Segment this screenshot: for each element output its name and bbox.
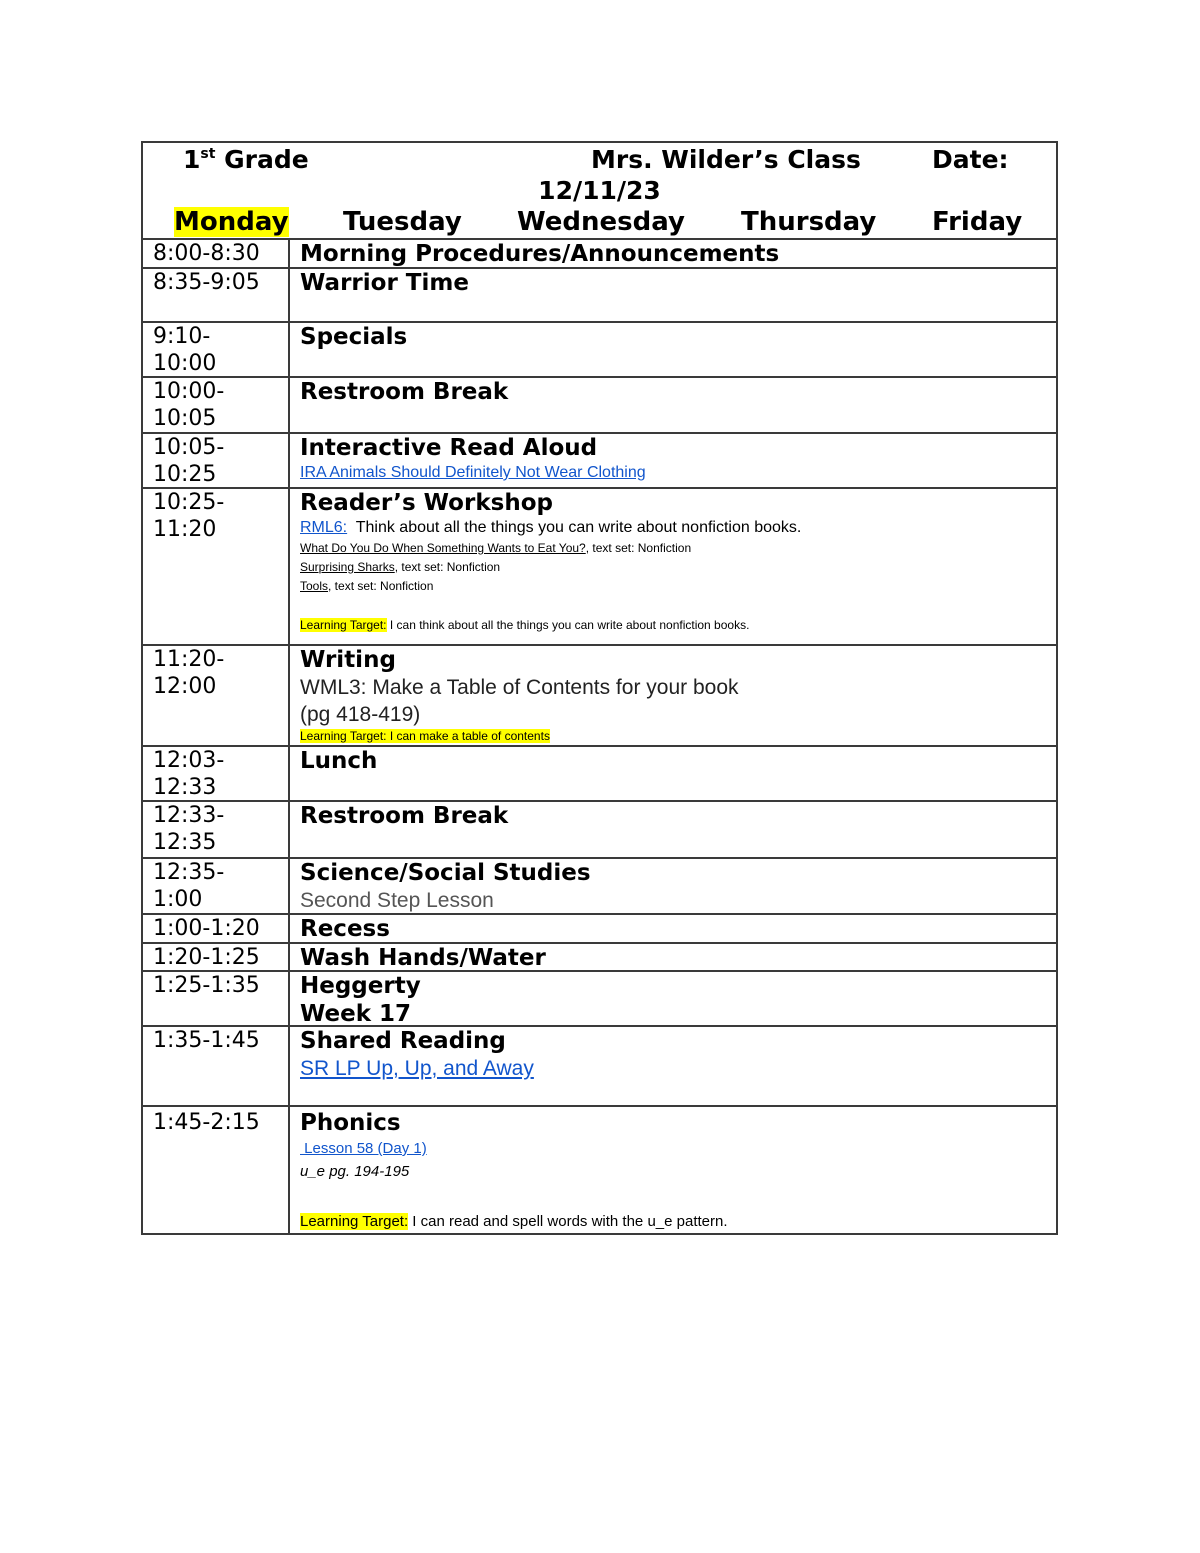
- ira-book-link[interactable]: IRA Animals Should Definitely Not Wear Clothing: [300, 464, 646, 481]
- day-monday: Monday: [174, 207, 289, 237]
- book-title[interactable]: What Do You Do When Something Wants to Eat You?: [300, 541, 586, 555]
- book-entry: What Do You Do When Something Wants to Eat You?, text set: Nonfiction: [300, 541, 692, 555]
- rml6-link[interactable]: RML6:: [300, 519, 348, 536]
- time-slot: 10:25- 11:20: [143, 489, 290, 644]
- schedule-row: [143, 1107, 1056, 1235]
- schedule-row: [143, 269, 1056, 323]
- lesson-plan-document: [141, 141, 1058, 1235]
- activity-title: Recess: [300, 916, 390, 942]
- activity-title: Morning Procedures/Announcements: [300, 241, 780, 267]
- schedule-row: [143, 323, 1056, 378]
- activity-title: Shared Reading: [300, 1028, 506, 1054]
- schedule-row: [143, 859, 1056, 915]
- activity-title: Restroom Break: [300, 379, 509, 405]
- activity-title: Phonics: [300, 1110, 401, 1136]
- activity-title: Lunch: [300, 748, 378, 774]
- time-slot: 10:05- 10:25: [143, 434, 290, 487]
- schedule-row: [143, 434, 1056, 489]
- learning-target: Learning Target: I can think about all the things you can write about nonfiction books.: [300, 618, 750, 632]
- schedule-row: [143, 378, 1056, 434]
- class-name: Mrs. Wilder’s Class: [591, 145, 861, 174]
- schedule-row: [143, 915, 1056, 944]
- phonics-detail: u_e pg. 194-195: [300, 1163, 410, 1180]
- time-slot: 1:25-1:35: [143, 972, 290, 1025]
- plan-header: [143, 143, 1056, 240]
- activity-subtitle: Second Step Lesson: [300, 889, 494, 912]
- activity-title: Restroom Break: [300, 803, 509, 829]
- activity-title: Heggerty: [300, 973, 421, 999]
- schedule-table: [141, 141, 1058, 1235]
- book-entry: Tools, text set: Nonfiction: [300, 579, 434, 593]
- learning-target: Learning Target: I can read and spell words with the u_e pattern.: [300, 1213, 728, 1230]
- activity-title: Wash Hands/Water: [300, 945, 546, 971]
- day-tuesday: Tuesday: [343, 207, 462, 237]
- time-slot: 1:45-2:15: [143, 1107, 290, 1233]
- time-slot: 1:20-1:25: [143, 944, 290, 970]
- shared-reading-link[interactable]: SR LP Up, Up, and Away: [300, 1057, 534, 1080]
- writing-lesson: WML3: Make a Table of Contents for your book: [300, 676, 739, 699]
- time-slot: 12:03- 12:33: [143, 747, 290, 800]
- day-wednesday: Wednesday: [517, 207, 685, 237]
- activity-week: Week 17: [300, 1001, 412, 1027]
- schedule-row: [143, 747, 1056, 802]
- time-slot: 12:33- 12:35: [143, 802, 290, 857]
- time-slot: 1:35-1:45: [143, 1027, 290, 1105]
- activity-title: Reader’s Workshop: [300, 490, 553, 516]
- book-title[interactable]: Tools: [300, 579, 329, 593]
- book-entry: Surprising Sharks, text set: Nonfiction: [300, 560, 501, 574]
- date-label: Date:: [932, 145, 1009, 174]
- time-slot: 8:00-8:30: [143, 240, 290, 267]
- rml6-description: Think about all the things you can write about nonfiction books.: [355, 519, 802, 536]
- schedule-row: [143, 1027, 1056, 1107]
- time-slot: 11:20- 12:00: [143, 646, 290, 745]
- activity-title: Writing: [300, 647, 396, 673]
- schedule-row: [143, 972, 1056, 1027]
- time-slot: 12:35- 1:00: [143, 859, 290, 913]
- schedule-row: [143, 489, 1056, 646]
- grade-label: 1st Grade: [183, 145, 309, 174]
- time-slot: 10:00- 10:05: [143, 378, 290, 432]
- learning-target-label: Learning Target:: [300, 618, 387, 632]
- schedule-row: [143, 240, 1056, 269]
- schedule-row: [143, 646, 1056, 747]
- schedule-row: [143, 944, 1056, 972]
- book-title[interactable]: Surprising Sharks: [300, 560, 395, 574]
- time-slot: 9:10- 10:00: [143, 323, 290, 376]
- schedule-row: [143, 802, 1056, 859]
- day-friday: Friday: [932, 207, 1023, 237]
- writing-pages: (pg 418-419): [300, 703, 421, 726]
- phonics-lesson-link[interactable]: Lesson 58 (Day 1): [300, 1140, 427, 1157]
- activity-title: Interactive Read Aloud: [300, 435, 598, 461]
- learning-target-label: Learning Target:: [300, 1213, 409, 1230]
- date-value: 12/11/23: [538, 176, 661, 205]
- time-slot: 8:35-9:05: [143, 269, 290, 321]
- learning-target: Learning Target: I can make a table of contents: [300, 729, 550, 743]
- time-slot: 1:00-1:20: [143, 915, 290, 942]
- activity-title: Science/Social Studies: [300, 860, 591, 886]
- activity-title: Specials: [300, 324, 408, 350]
- day-thursday: Thursday: [741, 207, 877, 237]
- weekday-row: [143, 207, 1056, 239]
- activity-title: Warrior Time: [300, 270, 469, 296]
